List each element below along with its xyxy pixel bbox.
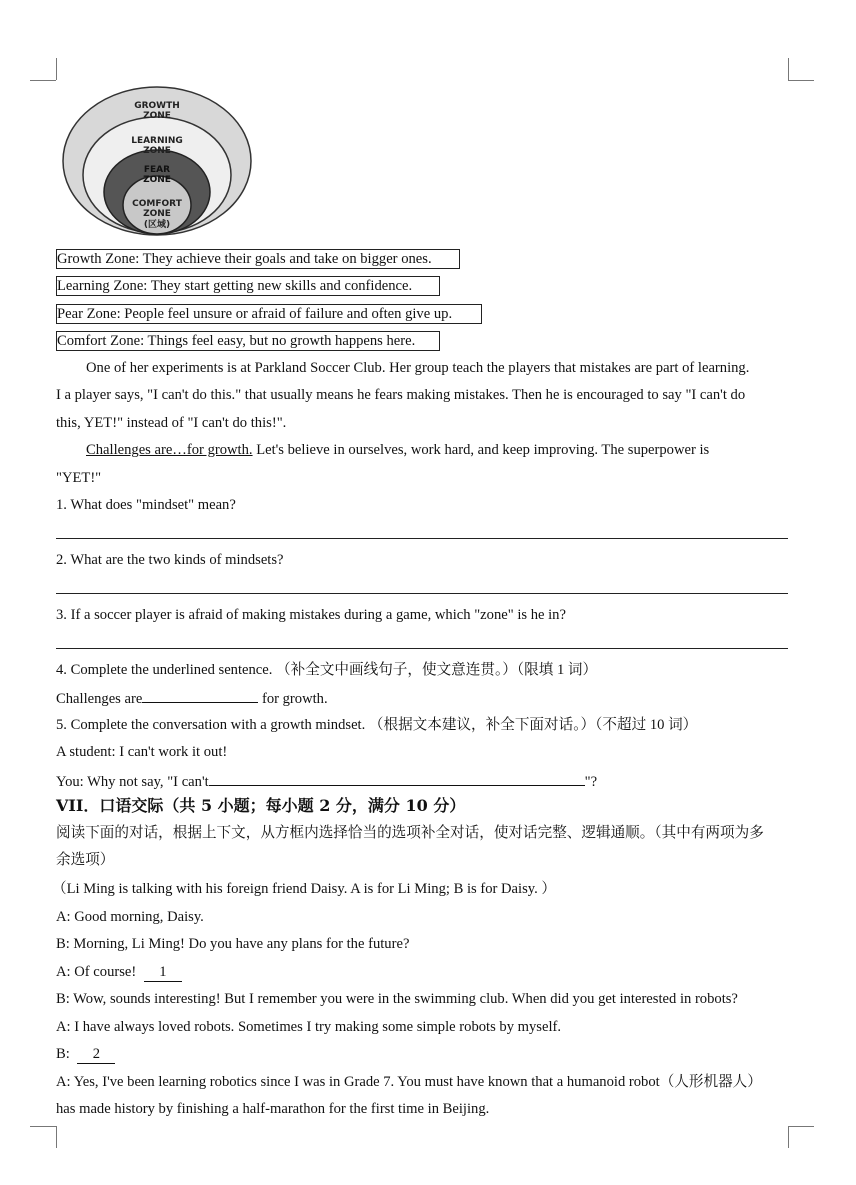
dialogue-line: A: I have always loved robots. Sometimes I try making some simple robots by myself.: [56, 1019, 562, 1035]
learning-label: LEARNING: [131, 136, 183, 146]
learning-label-2: ZONE: [143, 146, 171, 156]
blank-2[interactable]: 2: [77, 1045, 115, 1064]
crop-mark: [788, 80, 814, 81]
you-suffix: "?: [584, 774, 598, 790]
answer-prefix: Challenges are: [56, 691, 143, 707]
answer-line-3[interactable]: [56, 648, 788, 649]
answer-blank-4[interactable]: [142, 688, 258, 703]
crop-mark: [788, 58, 789, 80]
growth-label: GROWTH: [134, 101, 180, 111]
question-1: 1. What does "mindset" mean?: [56, 497, 236, 513]
crop-mark: [788, 1126, 789, 1148]
fear-label-2: ZONE: [143, 175, 171, 185]
dialogue-text: A: Of course!: [56, 964, 137, 980]
dialogue-line: B: Wow, sounds interesting! But I remember you were in the swimming club. When did you get interested in robots?: [56, 991, 738, 1007]
paragraph-line: this, YET!" instead of "I can't do this!".: [56, 415, 287, 431]
paragraph-text: Let's believe in ourselves, work hard, and keep improving. The superpower is: [252, 442, 710, 458]
comfort-label: COMFORT: [132, 199, 182, 209]
zone-diagram: [60, 85, 254, 237]
dialogue-line: A: Good morning, Daisy.: [56, 909, 204, 925]
question-5: 5. Complete the conversation with a growth mindset. （根据文本建议，补全下面对话。）（不超过 10 词）: [56, 717, 698, 733]
blank-1[interactable]: 1: [144, 963, 182, 982]
zone-desc-learning: Learning Zone: They start getting new skills and confidence.: [56, 276, 440, 296]
comfort-label-3: (区域): [143, 220, 171, 230]
you-prefix: You: Why not say, "I can't: [56, 774, 209, 790]
question-5-you: [56, 771, 597, 791]
crop-mark: [30, 80, 56, 81]
answer-blank-5[interactable]: [209, 771, 585, 786]
dialogue-line: has made history by finishing a half-marathon for the first time in Beijing.: [56, 1101, 490, 1117]
question-5-student: A student: I can't work it out!: [56, 744, 228, 760]
question-4: 4. Complete the underlined sentence. （补全文中画线句子，使文意连贯。）（限填 1 词）: [56, 662, 598, 678]
answer-line-2[interactable]: [56, 593, 788, 594]
fear-label: FEAR: [143, 165, 171, 175]
section-instructions-2: 余选项）: [56, 852, 115, 868]
zone-desc-fear: Pear Zone: People feel unsure or afraid of failure and often give up.: [56, 304, 482, 324]
zone-desc-comfort: Comfort Zone: Things feel easy, but no growth happens here.: [56, 331, 440, 351]
section-title: VII．口语交际（共 5 小题；每小题 2 分，满分 10 分）: [56, 796, 466, 815]
dialogue-context: （Li Ming is talking with his foreign friend Daisy. A is for Li Ming; B is for Daisy. ）: [52, 881, 556, 897]
answer-suffix: for growth.: [258, 691, 328, 707]
paragraph-line: I a player says, "I can't do this." that usually means he fears making mistakes. Then he is encouraged to say "I can't do: [56, 387, 746, 403]
comfort-label-2: ZONE: [143, 209, 171, 219]
dialogue-line: B: Morning, Li Ming! Do you have any plans for the future?: [56, 936, 410, 952]
crop-mark: [56, 58, 57, 80]
crop-mark: [56, 1126, 57, 1148]
crop-mark: [788, 1126, 814, 1127]
answer-line-1[interactable]: [56, 538, 788, 539]
crop-mark: [30, 1126, 56, 1127]
growth-label-2: ZONE: [143, 111, 171, 121]
question-3: 3. If a soccer player is afraid of making mistakes during a game, which "zone" is he in?: [56, 607, 566, 623]
dialogue-text: B:: [56, 1046, 70, 1062]
dialogue-line: A: Yes, I've been learning robotics since I was in Grade 7. You must have known that a humanoid robot（人形机器人）: [56, 1074, 762, 1090]
zone-desc-growth: Growth Zone: They achieve their goals and take on bigger ones.: [56, 249, 460, 269]
question-4-answer: [56, 688, 328, 708]
paragraph-line: "YET!": [56, 470, 102, 486]
paragraph-line: One of her experiments is at Parkland Soccer Club. Her group teach the players that mistakes are part of learning.: [86, 360, 750, 376]
dialogue-line: [56, 963, 182, 982]
paragraph-line: [86, 441, 709, 459]
section-instructions: 阅读下面的对话，根据上下文，从方框内选择恰当的选项补全对话，使对话完整、逻辑通顺。（其中有两项为多: [56, 825, 764, 841]
underlined-sentence: Challenges are…for growth.: [86, 442, 253, 458]
dialogue-line: [56, 1045, 115, 1064]
question-2: 2. What are the two kinds of mindsets?: [56, 552, 284, 568]
